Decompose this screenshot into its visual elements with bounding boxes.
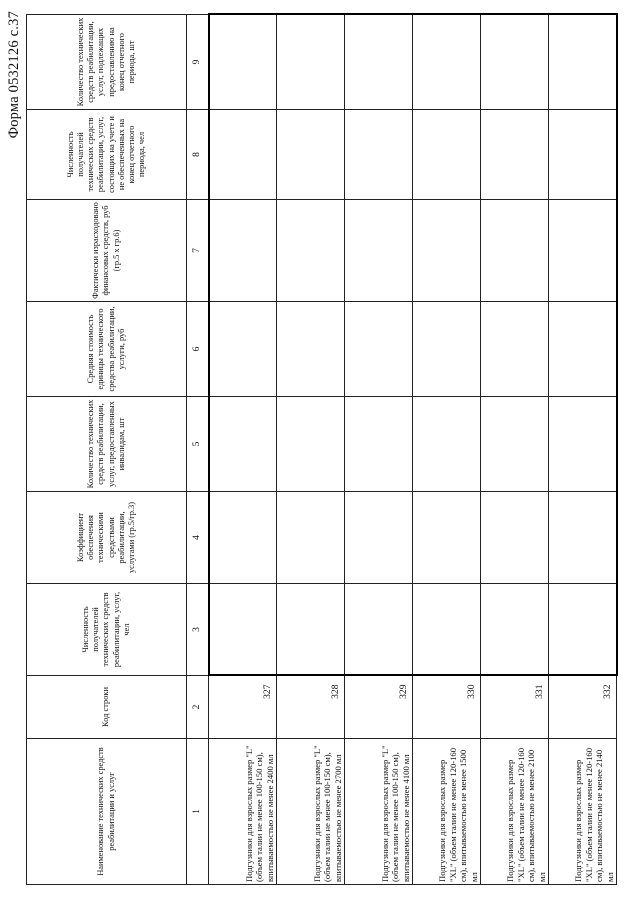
data-cell [413, 110, 481, 200]
data-cell [209, 492, 277, 584]
data-cell [345, 15, 413, 110]
column-number-row [187, 15, 209, 885]
col-header-code: Код строки [27, 676, 187, 739]
col-header-recipients: Численность получателей технических средств реабилитации, услуг, чел [27, 584, 187, 676]
data-cell [345, 584, 413, 676]
table-row [345, 15, 413, 885]
data-cell [277, 584, 345, 676]
data-cell [345, 200, 413, 302]
row-name: Подгузники для взрослых размер "L" (объем талии не менее 100-150 см), впитываемостью не менее 4100 мл [345, 739, 413, 885]
data-cell [209, 584, 277, 676]
table-row [549, 15, 617, 885]
data-cell [209, 110, 277, 200]
data-cell [549, 200, 617, 302]
data-cell [277, 492, 345, 584]
table-row [481, 15, 549, 885]
col-number: 5 [187, 397, 209, 492]
col-number: 1 [187, 739, 209, 885]
data-cell [481, 492, 549, 584]
data-cell [481, 584, 549, 676]
data-cell [209, 397, 277, 492]
data-cell [481, 302, 549, 397]
col-number: 4 [187, 492, 209, 584]
data-cell [345, 302, 413, 397]
row-code: 327 [209, 676, 277, 739]
header-row [27, 15, 187, 885]
data-cell [413, 492, 481, 584]
data-cell [413, 397, 481, 492]
data-cell [481, 110, 549, 200]
data-cell [345, 110, 413, 200]
data-cell [209, 15, 277, 110]
data-cell [549, 584, 617, 676]
data-cell [481, 15, 549, 110]
col-header-to-be-provided: Количество технических средств реабилитации, услуг, подлежащих предоставлению на конец отчетного периода, шт [27, 15, 187, 110]
data-cell [549, 302, 617, 397]
col-number: 7 [187, 200, 209, 302]
data-cell [277, 15, 345, 110]
data-cell [277, 200, 345, 302]
data-cell [345, 492, 413, 584]
data-cell [549, 492, 617, 584]
data-cell [413, 302, 481, 397]
col-header-average-cost: Средняя стоимость единицы технического средства реабилитации, услуги, руб [27, 302, 187, 397]
table-row [209, 15, 277, 885]
form-id: Форма 0532126 с.37 [6, 11, 22, 139]
data-cell [345, 397, 413, 492]
col-header-unprovided-recipients: Численность получателей технических средств реабилитации, услуг, состоящих на учете и не обеспеченных на конец отчетного периода, чел [27, 110, 187, 200]
data-cell [549, 15, 617, 110]
row-name: Подгузники для взрослых размер "XL" (объем талии не менее 120-160 см), впитываемостью не менее 1500 мл [413, 739, 481, 885]
row-code: 330 [413, 676, 481, 739]
table-row [277, 15, 345, 885]
col-number: 2 [187, 676, 209, 739]
data-cell [277, 397, 345, 492]
row-name: Подгузники для взрослых размер "XL" (объем талии не менее 120-160 см), впитываемостью не менее 2140 мл [549, 739, 617, 885]
table-row [413, 15, 481, 885]
col-header-coefficient: Коэффициент обеспечения техническими средствами реабилитации, услугами (гр.5/гр.3) [27, 492, 187, 584]
col-number: 3 [187, 584, 209, 676]
data-cell [277, 110, 345, 200]
row-name: Подгузники для взрослых размер "L" (объем талии не менее 100-150 см), впитываемостью не менее 2400 мл [209, 739, 277, 885]
row-code: 328 [277, 676, 345, 739]
col-number: 8 [187, 110, 209, 200]
col-header-spent: Фактически израсходовано финансовых средств, руб (гр.5 х гр.6) [27, 200, 187, 302]
row-name: Подгузники для взрослых размер "L" (объем талии не менее 100-150 см), впитываемостью не менее 2700 мл [277, 739, 345, 885]
row-code: 329 [345, 676, 413, 739]
data-cell [413, 584, 481, 676]
col-number: 6 [187, 302, 209, 397]
data-cell [209, 302, 277, 397]
data-cell [209, 200, 277, 302]
col-number: 9 [187, 15, 209, 110]
row-name: Подгузники для взрослых размер "XL" (объем талии не менее 120-160 см), впитываемостью не менее 2100 мл [481, 739, 549, 885]
data-cell [481, 397, 549, 492]
data-cell [481, 200, 549, 302]
data-cell [413, 15, 481, 110]
data-cell [549, 110, 617, 200]
row-code: 332 [549, 676, 617, 739]
col-header-quantity-provided: Количество технических средств реабилитации, услуг, предоставленных инвалидам, шт [27, 397, 187, 492]
data-cell [277, 302, 345, 397]
row-code: 331 [481, 676, 549, 739]
data-cell [413, 200, 481, 302]
col-header-name: Наименование технических средств реабилитации и услуг [27, 739, 187, 885]
data-cell [549, 397, 617, 492]
tsr-report-table [26, 14, 618, 886]
